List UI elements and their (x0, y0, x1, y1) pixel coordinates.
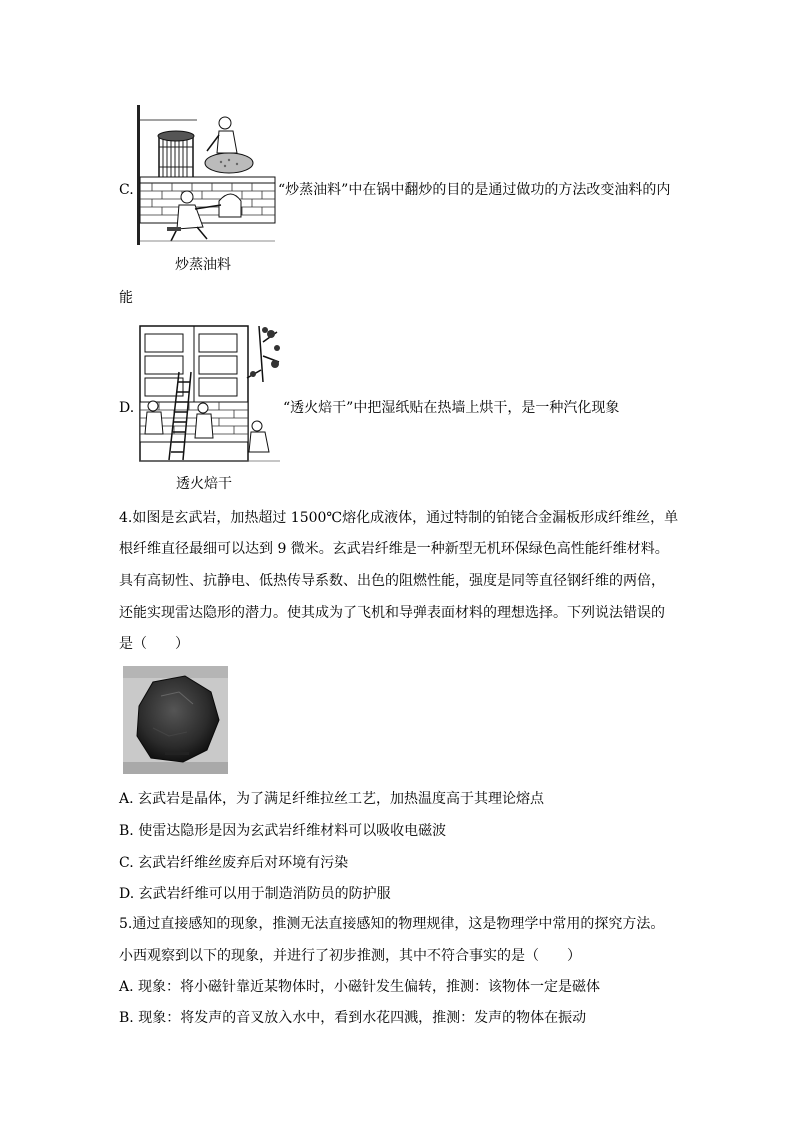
question-5-option-a: A. 现象：将小磁针靠近某物体时，小磁针发生偏转，推测：该物体一定是磁体 (119, 979, 601, 995)
question-4-line-2: 根纤维直径最细可以达到 9 微米。玄武岩纤维是一种新型无机环保绿色高性能纤维材料。 (119, 541, 669, 557)
basalt-rock-image (123, 666, 228, 774)
question-4-line-5: 是（ ） (119, 636, 189, 652)
question-4-option-b: B. 使雷达隐形是因为玄武岩纤维材料可以吸收电磁波 (119, 823, 447, 839)
figure-caption-stir-frying: 炒蒸油料 (175, 257, 231, 273)
figure-caption-drying: 透火焙干 (176, 476, 232, 492)
option-d-text: “透火焙干”中把湿纸贴在热墙上烘干，是一种汽化现象 (283, 400, 620, 416)
question-4-line-1: 4.如图是玄武岩，加热超过 1500℃熔化成液体，通过特制的铂铑合金漏板形成纤维丝，单 (119, 510, 679, 526)
stir-frying-illustration (137, 105, 278, 245)
question-4-line-4: 还能实现雷达隐形的潜力。使其成为了飞机和导弹表面材料的理想选择。下列说法错误的 (119, 605, 665, 621)
option-c-text: “炒蒸油料”中在锅中翻炒的目的是通过做功的方法改变油料的内 (278, 182, 671, 198)
option-d-letter: D. (119, 400, 135, 416)
figure-stir-frying-oil (137, 105, 278, 245)
paper-drying-illustration (139, 322, 281, 464)
basalt-photo (123, 666, 228, 774)
option-c-letter: C. (119, 182, 134, 198)
question-4-line-3: 具有高韧性、抗静电、低热传导系数、出色的阻燃性能，强度是同等直径钢纤维的两倍， (119, 573, 665, 589)
question-4-option-a: A. 玄武岩是晶体，为了满足纤维拉丝工艺，加热温度高于其理论熔点 (119, 791, 545, 807)
question-5-line-1: 5.通过直接感知的现象，推测无法直接感知的物理规律，这是物理学中常用的探究方法。 (119, 916, 665, 932)
question-5-option-b: B. 现象：将发声的音叉放入水中，看到水花四溅，推测：发声的物体在振动 (119, 1010, 587, 1026)
question-5-line-2: 小西观察到以下的现象，并进行了初步推测，其中不符合事实的是（ ） (119, 948, 581, 964)
figure-drying-paper-on-wall (139, 322, 281, 464)
option-c-continuation: 能 (119, 290, 133, 306)
question-4-option-d: D. 玄武岩纤维可以用于制造消防员的防护服 (119, 886, 391, 902)
question-4-option-c: C. 玄武岩纤维丝废弃后对环境有污染 (119, 855, 349, 871)
